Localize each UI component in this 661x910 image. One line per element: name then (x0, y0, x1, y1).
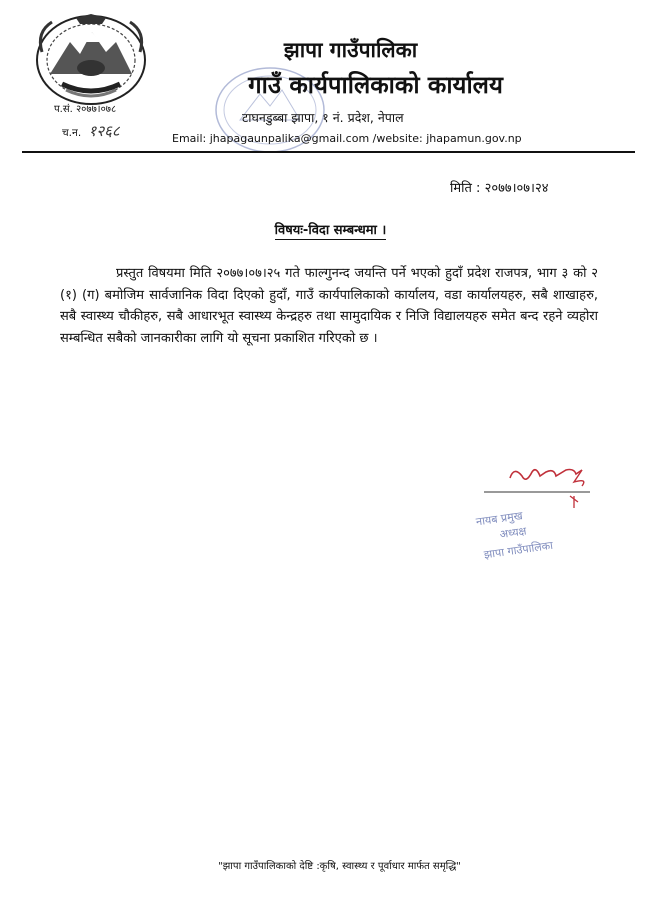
letter-date: मिति : २०७७।०७।२४ (450, 181, 549, 196)
office-subtitle: गाउँ कार्यपालिकाको कार्यालय (248, 71, 503, 99)
svg-text:अध्यक्ष: अध्यक्ष (498, 524, 528, 542)
reference-number: प.सं. २०७७।०७८ (54, 104, 117, 115)
contact-line: Email: jhapagaunpalika@gmail.com /website: jhapamun.gov.np (172, 132, 522, 145)
letter-body: प्रस्तुत विषयमा मिति २०७७।०७।२५ गते फाल्गुनन्द जयन्ति पर्ने भएको हुदाँ प्रदेश राजपत्र, भाग ३ को २ (१) (ग) बमोजिम सार्वजानिक विदा दिएको हुदाँ, गाउँ कार्यपालिकाको कार्यालय, वडा कार्यालयहरु, सबै शाखाहरु, सबै स्वास्थ्य चौकीहरु, सबै आधारभूत स्वास्थ्य केन्द्रहरु तथा सामुदायिक र निजि विद्यालयहरु समेत बन्द रहने व्यहोरा सम्बन्धित सबैको जानकारीका लागि यो सूचना प्रकाशित गरिएको छ । (60, 266, 598, 346)
svg-text:नायब प्रमुख: नायब प्रमुख (475, 509, 524, 529)
subject-text: विषयः-विदा सम्बन्धमा । (274, 223, 387, 238)
letter-subject (0, 220, 661, 238)
footer-motto: "झापा गाउँपालिकाको देष्टि :कृषि, स्वास्थ्य र पूर्वाधार मार्फत समृद्धि" (218, 861, 461, 872)
signature-icon (470, 462, 600, 562)
office-address: टाघनडुब्बा झापा, १ नं. प्रदेश, नेपाल (242, 110, 404, 125)
dispatch-value: १२६८ (88, 122, 120, 140)
svg-text:झापा गाउँपालिका: झापा गाउँपालिका (483, 538, 554, 562)
dispatch-number (62, 121, 120, 141)
header-divider (22, 151, 635, 153)
dispatch-label: च.न. (62, 127, 82, 139)
office-title: झापा गाउँपालिका (283, 38, 418, 62)
